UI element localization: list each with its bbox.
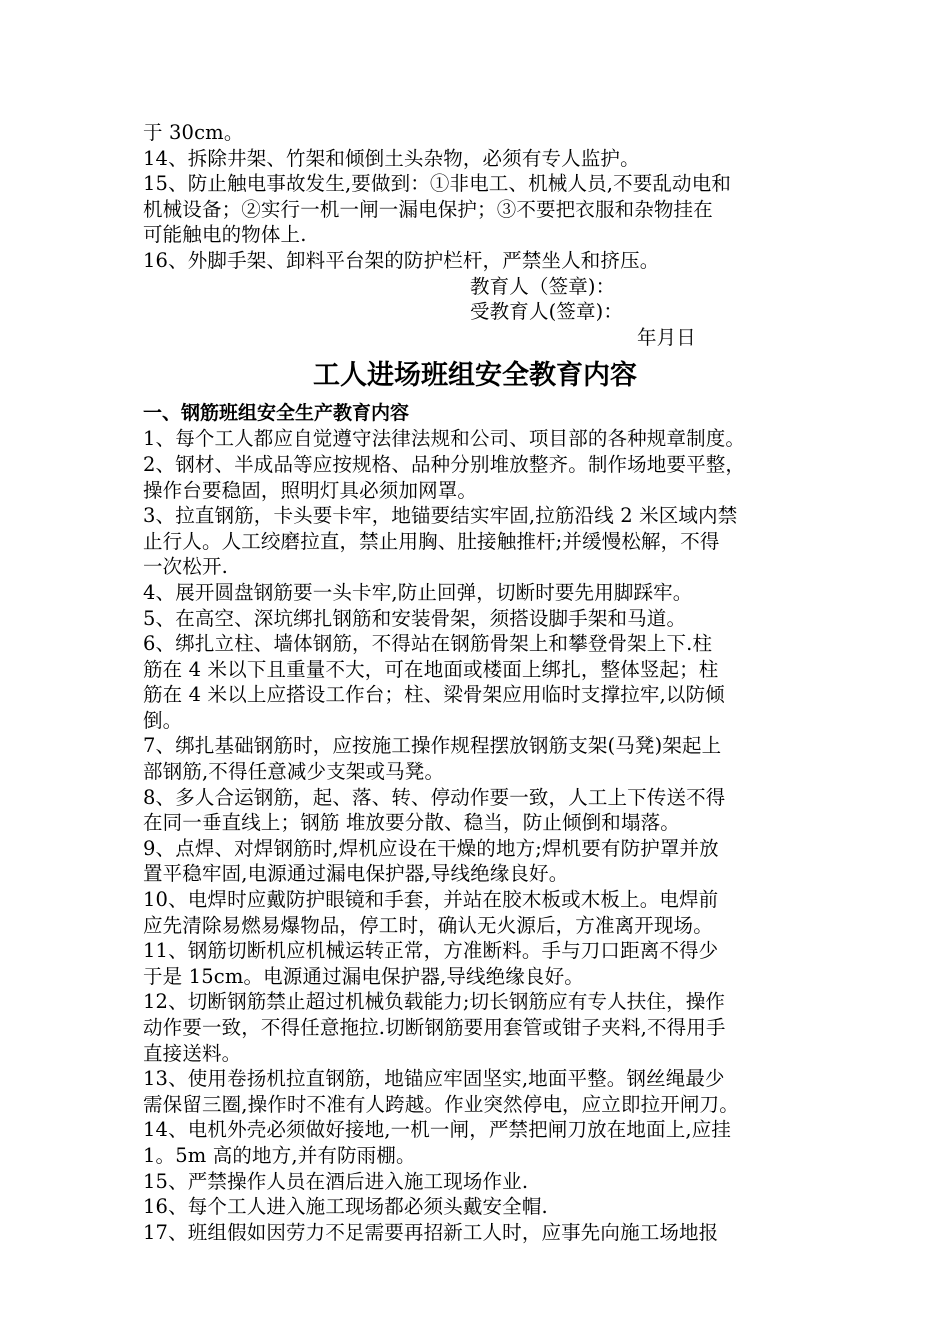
text-line: 13、使用卷扬机拉直钢筋，地锚应牢固坚实,地面平整。钢丝绳最少 bbox=[143, 1067, 725, 1091]
text-line: 9、点焊、对焊钢筋时,焊机应设在干燥的地方;焊机要有防护罩并放 bbox=[143, 836, 719, 860]
text-line: 14、电机外壳必须做好接地,一机一闸，严禁把闸刀放在地面上,应挂 bbox=[143, 1118, 732, 1142]
text-line: 于 30cm。 bbox=[143, 121, 244, 144]
text-line: 筋在 4 米以下且重量不大，可在地面或楼面上绑扎，整体竖起；柱 bbox=[143, 657, 719, 681]
text-line: 1。5m 高的地方,并有防雨棚。 bbox=[143, 1143, 416, 1167]
educator-signature-label: 教育人（签章)： bbox=[470, 274, 616, 298]
section-heading: 一、钢筋班组安全生产教育内容 bbox=[143, 402, 410, 425]
text-line: 倒。 bbox=[143, 708, 183, 732]
text-line: 操作台要稳固，照明灯具必须加网罩。 bbox=[143, 478, 478, 502]
content-body bbox=[143, 426, 815, 1245]
text-line: 15、严禁操作人员在酒后进入施工现场作业. bbox=[143, 1169, 529, 1193]
text-line: 14、拆除井架、竹架和倾倒土头杂物，必须有专人监护。 bbox=[143, 146, 640, 170]
text-line: 直接送料。 bbox=[143, 1041, 242, 1065]
text-line: 止行人。人工绞磨拉直，禁止用胸、肚接触推杆;并缓慢松解，不得 bbox=[143, 529, 720, 553]
text-line: 筋在 4 米以上应搭设工作台；柱、梁骨架应用临时支撑拉牢,以防倾 bbox=[143, 683, 725, 707]
text-line: 部钢筋,不得任意减少支架或马凳。 bbox=[143, 760, 445, 784]
text-line: 机械设备；②实行一机一闸一漏电保护；③不要把衣服和杂物挂在 bbox=[143, 197, 713, 221]
text-line: 一次松开. bbox=[143, 555, 228, 579]
text-line: 16、外脚手架、卸料平台架的防护栏杆，严禁坐人和挤压。 bbox=[143, 248, 660, 272]
text-line: 5、在高空、深坑绑扎钢筋和安装骨架，须搭设脚手架和马道。 bbox=[143, 606, 687, 630]
text-line: 10、电焊时应戴防护眼镜和手套，并站在胶木板或木板上。电焊前 bbox=[143, 888, 719, 912]
text-line: 7、绑扎基础钢筋时，应按施工操作规程摆放钢筋支架(马凳)架起上 bbox=[143, 734, 722, 758]
text-line: 17、班组假如因劳力不足需要再招新工人时，应事先向施工场地报 bbox=[143, 1220, 719, 1244]
document-title: 工人进场班组安全教育内容 bbox=[313, 360, 637, 392]
previous-section bbox=[143, 120, 815, 350]
text-line: 15、防止触电事故发生,要做到：①非电工、机械人员,不要乱动电和 bbox=[143, 172, 732, 196]
text-line: 8、多人合运钢筋，起、落、转、停动作要一致，人工上下传送不得 bbox=[143, 785, 726, 809]
document-page bbox=[143, 120, 815, 1245]
text-line: 2、钢材、半成品等应按规格、品种分别堆放整齐。制作场地要平整， bbox=[143, 452, 746, 476]
text-line: 应先清除易燃易爆物品，停工时，确认无火源后，方准离开现场。 bbox=[143, 913, 713, 937]
text-line: 3、拉直钢筋，卡头要卡牢，地锚要结实牢固,拉筋沿线 2 米区域内禁 bbox=[143, 504, 738, 528]
text-line: 于是 15cm。电源通过漏电保护器,导线绝缘良好。 bbox=[143, 964, 584, 988]
text-line: 1、每个工人都应自觉遵守法律法规和公司、项目部的各种规章制度。 bbox=[143, 427, 746, 451]
educatee-signature-label: 受教育人(签章)： bbox=[470, 300, 624, 324]
text-line: 可能触电的物体上. bbox=[143, 223, 307, 247]
text-line: 11、钢筋切断机应机械运转正常，方准断料。手与刀口距离不得少 bbox=[143, 939, 719, 963]
date-label: 年月日 bbox=[637, 325, 696, 349]
text-line: 16、每个工人进入施工现场都必须头戴安全帽. bbox=[143, 1195, 548, 1219]
text-line: 动作要一致，不得任意拖拉.切断钢筋要用套管或钳子夹料,不得用手 bbox=[143, 1016, 726, 1039]
text-line: 在同一垂直线上；钢筋 堆放要分散、稳当，防止倾倒和塌落。 bbox=[143, 811, 680, 835]
text-line: 置平稳牢固,电源通过漏电保护器,导线绝缘良好。 bbox=[143, 862, 569, 886]
text-line: 4、展开圆盘钢筋要一头卡牢,防止回弹，切断时要先用脚踩牢。 bbox=[143, 580, 693, 604]
text-line: 12、切断钢筋禁止超过机械负载能力;切长钢筋应有专人扶住，操作 bbox=[143, 990, 726, 1014]
text-line: 6、绑扎立柱、墙体钢筋，不得站在钢筋骨架上和攀登骨架上下.柱 bbox=[143, 632, 713, 656]
text-line: 需保留三圈,操作时不准有人跨越。作业突然停电，应立即拉开闸刀。 bbox=[143, 1092, 739, 1116]
